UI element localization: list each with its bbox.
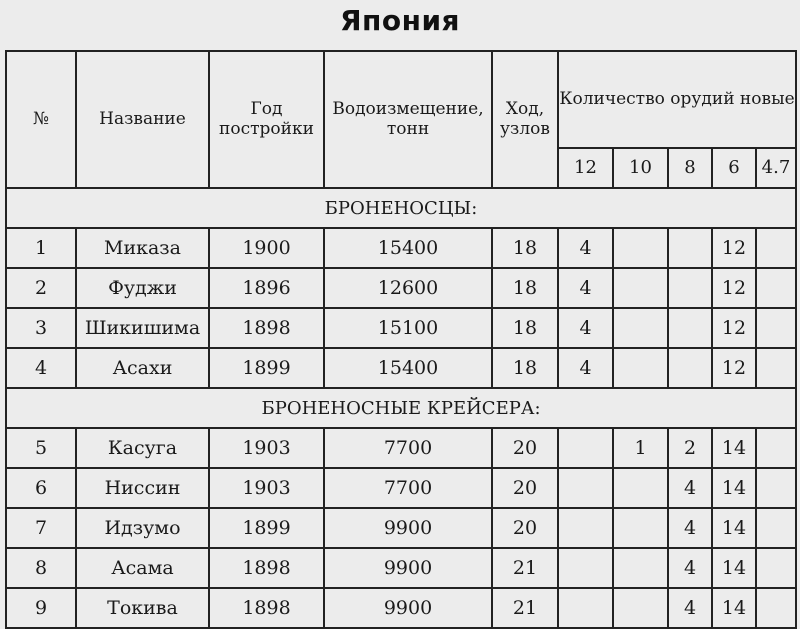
cell-name: Асама bbox=[76, 548, 209, 588]
cell-year: 1899 bbox=[209, 508, 324, 548]
cell-year: 1899 bbox=[209, 348, 324, 388]
table-row bbox=[6, 428, 796, 468]
header-num: № bbox=[6, 51, 76, 188]
table-row bbox=[6, 508, 796, 548]
table-row bbox=[6, 468, 796, 508]
cell-name: Миказа bbox=[76, 228, 209, 268]
header-caliber: 6 bbox=[712, 148, 756, 188]
section-title: БРОНЕНОСНЫЕ КРЕЙСЕРА: bbox=[6, 388, 796, 428]
cell-name: Асахи bbox=[76, 348, 209, 388]
cell-guns-10: 1 bbox=[613, 428, 668, 468]
cell-guns-10 bbox=[613, 268, 668, 308]
cell-year: 1898 bbox=[209, 308, 324, 348]
cell-speed: 18 bbox=[492, 348, 558, 388]
cell-guns-4-7 bbox=[756, 468, 796, 508]
cell-guns-10 bbox=[613, 468, 668, 508]
cell-guns-4-7 bbox=[756, 268, 796, 308]
cell-guns-4-7 bbox=[756, 428, 796, 468]
section-row bbox=[6, 188, 796, 228]
header-year: Год постройки bbox=[209, 51, 324, 188]
cell-year: 1903 bbox=[209, 468, 324, 508]
cell-speed: 21 bbox=[492, 588, 558, 628]
page-title: Япония bbox=[339, 4, 461, 37]
cell-guns-12: 4 bbox=[558, 348, 613, 388]
cell-guns-8 bbox=[668, 308, 712, 348]
cell-speed: 18 bbox=[492, 268, 558, 308]
cell-name: Фуджи bbox=[76, 268, 209, 308]
cell-guns-12: 4 bbox=[558, 228, 613, 268]
cell-guns-12: 4 bbox=[558, 268, 613, 308]
cell-displacement: 9900 bbox=[324, 588, 492, 628]
header-row bbox=[6, 51, 796, 148]
cell-name: Ниссин bbox=[76, 468, 209, 508]
cell-speed: 18 bbox=[492, 308, 558, 348]
cell-year: 1903 bbox=[209, 428, 324, 468]
header-caliber: 10 bbox=[613, 148, 668, 188]
cell-guns-8: 4 bbox=[668, 548, 712, 588]
cell-guns-6: 12 bbox=[712, 228, 756, 268]
cell-guns-6: 14 bbox=[712, 468, 756, 508]
cell-displacement: 7700 bbox=[324, 428, 492, 468]
cell-guns-6: 12 bbox=[712, 268, 756, 308]
cell-guns-12 bbox=[558, 588, 613, 628]
cell-num: 3 bbox=[6, 308, 76, 348]
cell-guns-8 bbox=[668, 268, 712, 308]
cell-displacement: 9900 bbox=[324, 508, 492, 548]
cell-guns-6: 14 bbox=[712, 508, 756, 548]
cell-num: 8 bbox=[6, 548, 76, 588]
cell-guns-8: 4 bbox=[668, 468, 712, 508]
header-guns-group: Количество орудий новые bbox=[558, 51, 796, 148]
cell-guns-4-7 bbox=[756, 308, 796, 348]
cell-guns-12: 4 bbox=[558, 308, 613, 348]
table-row bbox=[6, 308, 796, 348]
cell-speed: 21 bbox=[492, 548, 558, 588]
cell-displacement: 15400 bbox=[324, 348, 492, 388]
cell-year: 1898 bbox=[209, 548, 324, 588]
header-name: Название bbox=[76, 51, 209, 188]
cell-guns-10 bbox=[613, 228, 668, 268]
cell-guns-6: 14 bbox=[712, 588, 756, 628]
cell-displacement: 7700 bbox=[324, 468, 492, 508]
cell-guns-10 bbox=[613, 308, 668, 348]
cell-guns-8 bbox=[668, 348, 712, 388]
cell-guns-8: 4 bbox=[668, 508, 712, 548]
header-caliber: 4.7 bbox=[756, 148, 796, 188]
table-body bbox=[6, 188, 796, 628]
cell-guns-6: 12 bbox=[712, 348, 756, 388]
cell-num: 9 bbox=[6, 588, 76, 628]
cell-num: 5 bbox=[6, 428, 76, 468]
cell-year: 1900 bbox=[209, 228, 324, 268]
cell-speed: 18 bbox=[492, 228, 558, 268]
cell-speed: 20 bbox=[492, 428, 558, 468]
cell-guns-4-7 bbox=[756, 228, 796, 268]
cell-guns-4-7 bbox=[756, 508, 796, 548]
cell-guns-6: 14 bbox=[712, 548, 756, 588]
cell-guns-8: 2 bbox=[668, 428, 712, 468]
cell-guns-8 bbox=[668, 228, 712, 268]
cell-num: 6 bbox=[6, 468, 76, 508]
cell-num: 2 bbox=[6, 268, 76, 308]
cell-displacement: 9900 bbox=[324, 548, 492, 588]
section-title: БРОНЕНОСЦЫ: bbox=[6, 188, 796, 228]
table-row bbox=[6, 348, 796, 388]
table-row bbox=[6, 548, 796, 588]
cell-displacement: 15100 bbox=[324, 308, 492, 348]
cell-guns-12 bbox=[558, 468, 613, 508]
header-caliber: 8 bbox=[668, 148, 712, 188]
header-caliber: 12 bbox=[558, 148, 613, 188]
cell-name: Касуга bbox=[76, 428, 209, 468]
cell-guns-12 bbox=[558, 508, 613, 548]
cell-guns-6: 12 bbox=[712, 308, 756, 348]
section-row bbox=[6, 388, 796, 428]
cell-speed: 20 bbox=[492, 468, 558, 508]
cell-guns-10 bbox=[613, 588, 668, 628]
cell-num: 1 bbox=[6, 228, 76, 268]
cell-name: Токива bbox=[76, 588, 209, 628]
cell-name: Шикишима bbox=[76, 308, 209, 348]
cell-num: 7 bbox=[6, 508, 76, 548]
table-row bbox=[6, 268, 796, 308]
cell-guns-8: 4 bbox=[668, 588, 712, 628]
cell-year: 1898 bbox=[209, 588, 324, 628]
cell-guns-6: 14 bbox=[712, 428, 756, 468]
header-speed: Ход, узлов bbox=[492, 51, 558, 188]
cell-guns-4-7 bbox=[756, 348, 796, 388]
cell-name: Идзумо bbox=[76, 508, 209, 548]
cell-year: 1896 bbox=[209, 268, 324, 308]
cell-displacement: 15400 bbox=[324, 228, 492, 268]
table-row bbox=[6, 588, 796, 628]
cell-guns-4-7 bbox=[756, 548, 796, 588]
ships-table bbox=[5, 50, 797, 629]
cell-guns-12 bbox=[558, 548, 613, 588]
cell-guns-10 bbox=[613, 508, 668, 548]
cell-displacement: 12600 bbox=[324, 268, 492, 308]
cell-guns-10 bbox=[613, 548, 668, 588]
cell-guns-10 bbox=[613, 348, 668, 388]
header-displacement: Водоизмещение, тонн bbox=[324, 51, 492, 188]
table-row bbox=[6, 228, 796, 268]
cell-guns-12 bbox=[558, 428, 613, 468]
cell-speed: 20 bbox=[492, 508, 558, 548]
cell-num: 4 bbox=[6, 348, 76, 388]
cell-guns-4-7 bbox=[756, 588, 796, 628]
